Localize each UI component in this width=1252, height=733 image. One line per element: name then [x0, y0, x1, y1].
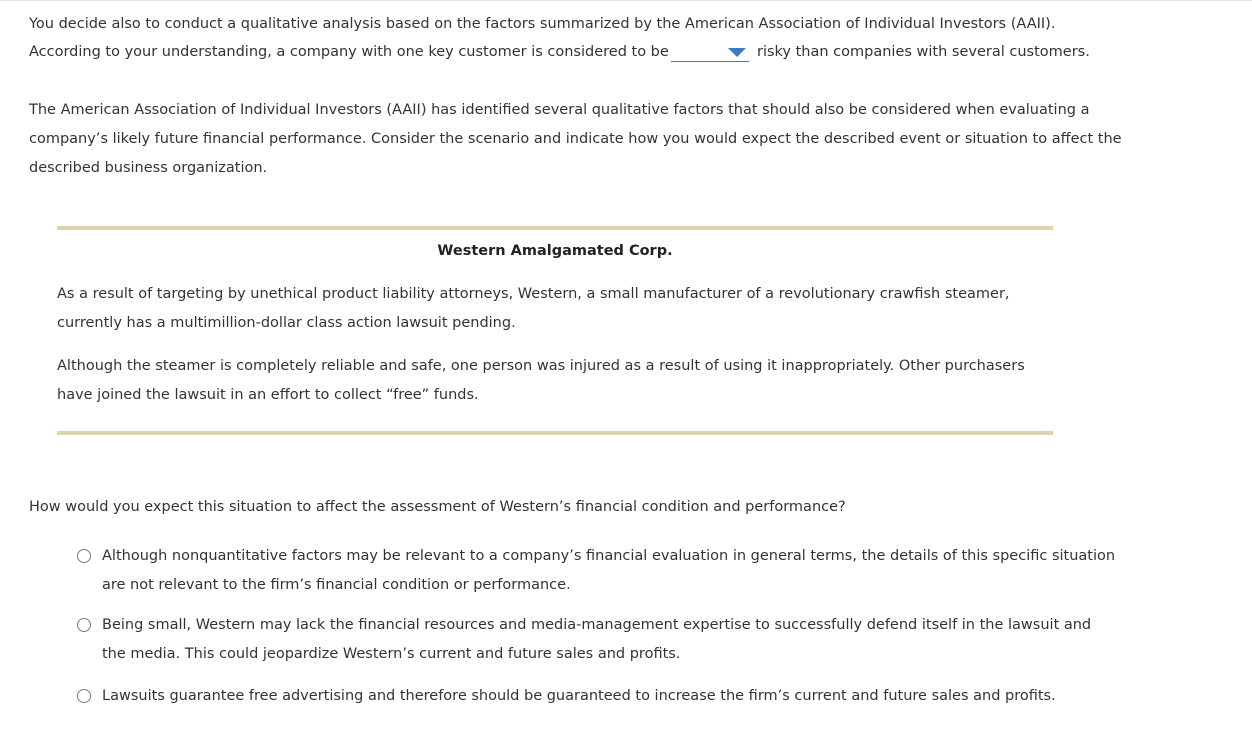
top-divider	[0, 0, 1252, 1]
context-line-1: The American Association of Individual Investors (AAII) has identified several qualitative factors that should also be considered when evaluating a	[29, 102, 1090, 118]
caret-down-icon	[728, 48, 746, 57]
intro-line-2-before: According to your understanding, a company with one key customer is considered to be	[29, 44, 669, 60]
answer-option-1-line-1: Although nonquantitative factors may be relevant to a company’s financial evaluation in general terms, the details of this specific situation	[102, 548, 1116, 564]
case-para-1-line-2: currently has a multimillion-dollar class action lawsuit pending.	[57, 315, 516, 331]
risk-level-dropdown[interactable]	[671, 43, 749, 62]
case-title: Western Amalgamated Corp.	[437, 243, 673, 259]
radio-button-2[interactable]	[77, 618, 91, 632]
radio-button-3[interactable]	[77, 689, 91, 703]
answer-option-1-line-2: are not relevant to the firm’s financial condition or performance.	[102, 577, 571, 593]
question-text: How would you expect this situation to affect the assessment of Western’s financial condition and performance?	[29, 499, 846, 515]
answer-option-2[interactable]	[77, 615, 1137, 665]
case-top-rule	[57, 226, 1053, 230]
case-para-2-line-1: Although the steamer is completely reliable and safe, one person was injured as a result of using it inappropriately. Other purchasers	[57, 358, 1025, 374]
answer-option-1[interactable]	[77, 546, 1137, 596]
context-line-2: company’s likely future financial performance. Consider the scenario and indicate how you would expect the described event or situation to affect the	[29, 131, 1122, 147]
answer-option-3-line-1: Lawsuits guarantee free advertising and therefore should be guaranteed to increase the firm’s current and future sales and profits.	[102, 688, 1056, 704]
radio-button-1[interactable]	[77, 549, 91, 563]
case-para-2-line-2: have joined the lawsuit in an effort to collect “free” funds.	[57, 387, 479, 403]
intro-line-2-after: risky than companies with several customers.	[757, 44, 1090, 60]
answer-option-3[interactable]	[77, 686, 1137, 708]
context-line-3: described business organization.	[29, 160, 268, 176]
answer-option-2-line-2: the media. This could jeopardize Western’s current and future sales and profits.	[102, 646, 681, 662]
intro-line-1: You decide also to conduct a qualitative analysis based on the factors summarized by the American Association of Individual Investors (AAII).	[29, 16, 1056, 32]
case-bottom-rule	[57, 431, 1053, 435]
answer-option-2-line-1: Being small, Western may lack the financial resources and media-management expertise to successfully defend itself in the lawsuit and	[102, 617, 1092, 633]
case-para-1-line-1: As a result of targeting by unethical product liability attorneys, Western, a small manufacturer of a revolutionary crawfish steamer,	[57, 286, 1010, 302]
